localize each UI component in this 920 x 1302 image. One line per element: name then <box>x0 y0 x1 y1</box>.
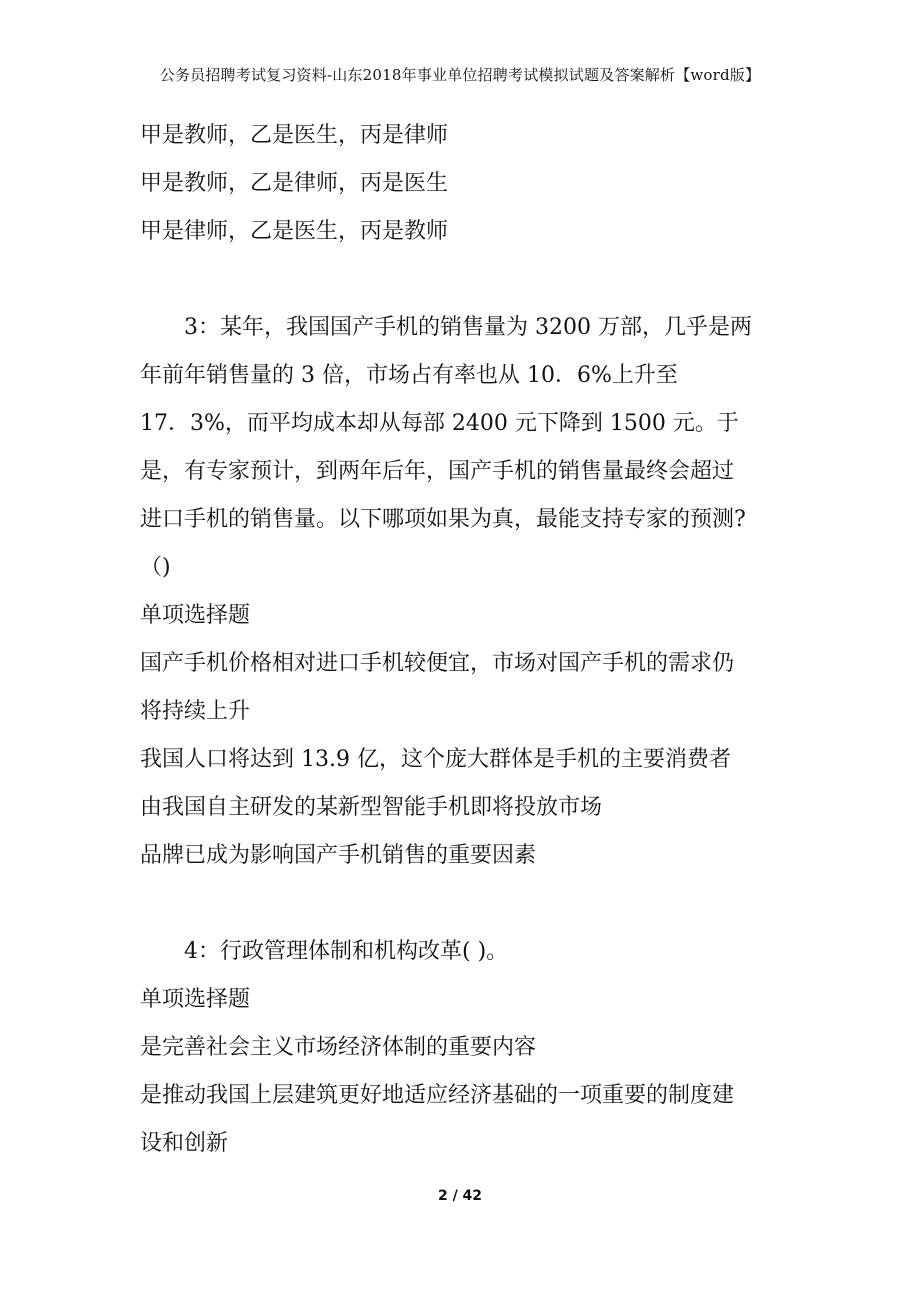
q3-stem-line: 3：某年，我国国产手机的销售量为 3200 万部，几乎是两 <box>184 315 752 340</box>
spacer <box>140 880 790 928</box>
question-4 <box>140 928 790 1168</box>
document-body <box>140 112 790 1168</box>
q4-stem: 4：行政管理体制和机构改革( )。 <box>184 939 509 964</box>
q3-option-line: 品牌已成为影响国产手机销售的重要因素 <box>140 843 537 868</box>
q3-stem-line: （) <box>140 555 171 580</box>
q4-question-type: 单项选择题 <box>140 987 251 1012</box>
q2-option-2: 甲是教师，乙是律师，丙是医生 <box>140 171 449 196</box>
q3-stem-line: 进口手机的销售量。以下哪项如果为真，最能支持专家的预测? <box>140 507 746 532</box>
page-number: 2 / 42 <box>437 1188 483 1204</box>
q4-option-line: 设和创新 <box>140 1131 229 1156</box>
spacer <box>140 256 790 304</box>
q2-option-1: 甲是教师，乙是医生，丙是律师 <box>140 123 449 148</box>
q3-option-line: 由我国自主研发的某新型智能手机即将投放市场 <box>140 795 603 820</box>
q3-option-line: 将持续上升 <box>140 699 251 724</box>
question-3 <box>140 304 790 880</box>
page-header: 公务员招聘考试复习资料-山东2018年事业单位招聘考试模拟试题及答案解析【word版】 <box>159 66 761 84</box>
q3-stem-line: 年前年销售量的 3 倍，市场占有率也从 10．6%上升至 <box>140 363 678 388</box>
q3-stem-line: 是，有专家预计，到两年后年，国产手机的销售量最终会超过 <box>140 459 735 484</box>
q3-stem-line: 17．3%，而平均成本却从每部 2400 元下降到 1500 元。于 <box>140 411 739 436</box>
q2-option-3: 甲是律师，乙是医生，丙是教师 <box>140 219 449 244</box>
q3-option-line: 国产手机价格相对进口手机较便宜，市场对国产手机的需求仍 <box>140 651 735 676</box>
q4-option-line: 是完善社会主义市场经济体制的重要内容 <box>140 1035 537 1060</box>
q3-option-line: 我国人口将达到 13.9 亿，这个庞大群体是手机的主要消费者 <box>140 747 731 772</box>
q3-question-type: 单项选择题 <box>140 603 251 628</box>
q4-option-line: 是推动我国上层建筑更好地适应经济基础的一项重要的制度建 <box>140 1083 735 1108</box>
